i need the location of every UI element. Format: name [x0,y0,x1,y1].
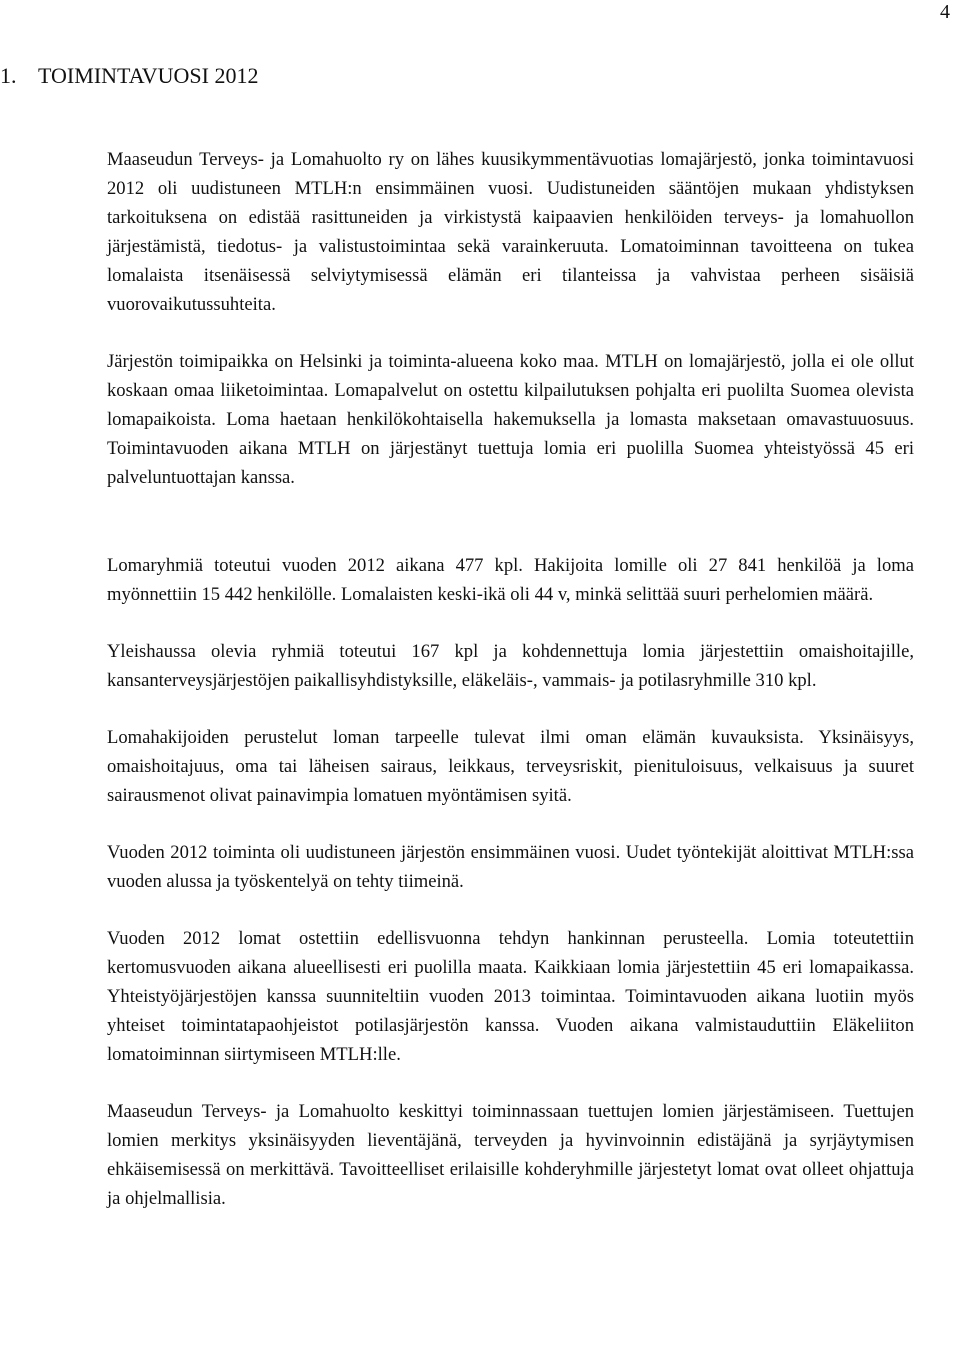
section-title: TOIMINTAVUOSI 2012 [38,63,259,88]
page-number: 4 [940,1,950,23]
paragraph-procurement: Vuoden 2012 lomat ostettiin edellisvuonna tehdyn hankinnan perusteella. Lomia toteutettiin kertomusvuoden aikana alueellisesti eri puolilla maata. Kaikkiaan lomia järjestettiin 45 eri lomapaikassa. Yhteistyöjärjestöjen kanssa suunniteltiin vuoden 2013 toimintaa. Toimintavuoden aikana luotiin myös yhteiset toimintatapaohjeistot potilasjärjestön kanssa. Vuoden aikana valmistauduttiin Eläkeliiton lomatoiminnan siirtymiseen MTLH:lle. [107,928,914,1065]
section-heading [0,60,258,92]
document-body [107,145,914,1213]
paragraph-first-year: Vuoden 2012 toiminta oli uudistuneen järjestön ensimmäinen vuosi. Uudet työntekijät aloittivat MTLH:ssa vuoden alussa ja työskentelyä on tehty tiimeinä. [107,842,914,892]
paragraph-focus: Maaseudun Terveys- ja Lomahuolto keskittyi toiminnassaan tuettujen lomien järjestämiseen. Tuettujen lomien merkitys yksinäisyyden lieventäjänä, terveyden ja hyvinvoinnin edistäjänä ja syrjäytymisen ehkäisemisessä on merkittävä. Tavoitteelliset erilaisille kohderyhmille järjestetyt lomat ovat olleet ohjattuja ja ohjelmallisia. [107,1101,914,1209]
section-number: 1. [0,63,17,88]
paragraph-intro: Maaseudun Terveys- ja Lomahuolto ry on lähes kuusikymmentävuotias lomajärjestö, jonka toimintavuosi 2012 oli uudistuneen MTLH:n ensimmäinen vuosi. Uudistuneiden sääntöjen mukaan yhdistyksen tarkoituksena on edistää rasittuneiden ja virkistystä kaipaavien henkilöiden terveys- ja lomahuollon järjestämistä, tiedotus- ja valistustoimintaa sekä varainkeruuta. Lomatoiminnan tavoitteena on tukea lomalaista itsenäisessä selviytymisessä elämän eri tilanteissa ja vahvistaa perheen sisäisiä vuorovaikutussuhteita. [107,149,914,315]
paragraph-groups: Yleishaussa olevia ryhmiä toteutui 167 kpl ja kohdennettuja lomia järjestettiin omaishoitajille, kansanterveysjärjestöjen paikallisyhdistyksille, eläkeläis-, vammais- ja potilasryhmille 310 kpl. [107,641,914,691]
paragraph-statistics: Lomaryhmiä toteutui vuoden 2012 aikana 477 kpl. Hakijoita lomille oli 27 841 henkilöä ja loma myönnettiin 15 442 henkilölle. Lomalaisten keski-ikä oli 44 v, minkä selittää suuri perhelomien määrä. [107,555,914,605]
paragraph-organization: Järjestön toimipaikka on Helsinki ja toiminta-alueena koko maa. MTLH on lomajärjestö, jolla ei ole ollut koskaan omaa liiketoimintaa. Lomapalvelut on ostettu kilpailutuksen pohjalta eri puolilta Suomea olevista lomapaikoista. Loma haetaan henkilökohtaisella hakemuksella ja lomasta maksetaan omavastuuosuus. Toimintavuoden aikana MTLH on järjestänyt tuettuja lomia eri puolilla Suomea yhteistyössä 45 eri palveluntuottajan kanssa. [107,351,914,488]
paragraph-reasons: Lomahakijoiden perustelut loman tarpeelle tulevat ilmi oman elämän kuvauksista. Yksinäisyys, omaishoitajuus, oma tai läheisen sairaus, leikkaus, terveysriskit, pienituloisuus, velkaisuus ja suuret sairausmenot olivat painavimpia lomatuen myöntämisen syitä. [107,727,914,806]
